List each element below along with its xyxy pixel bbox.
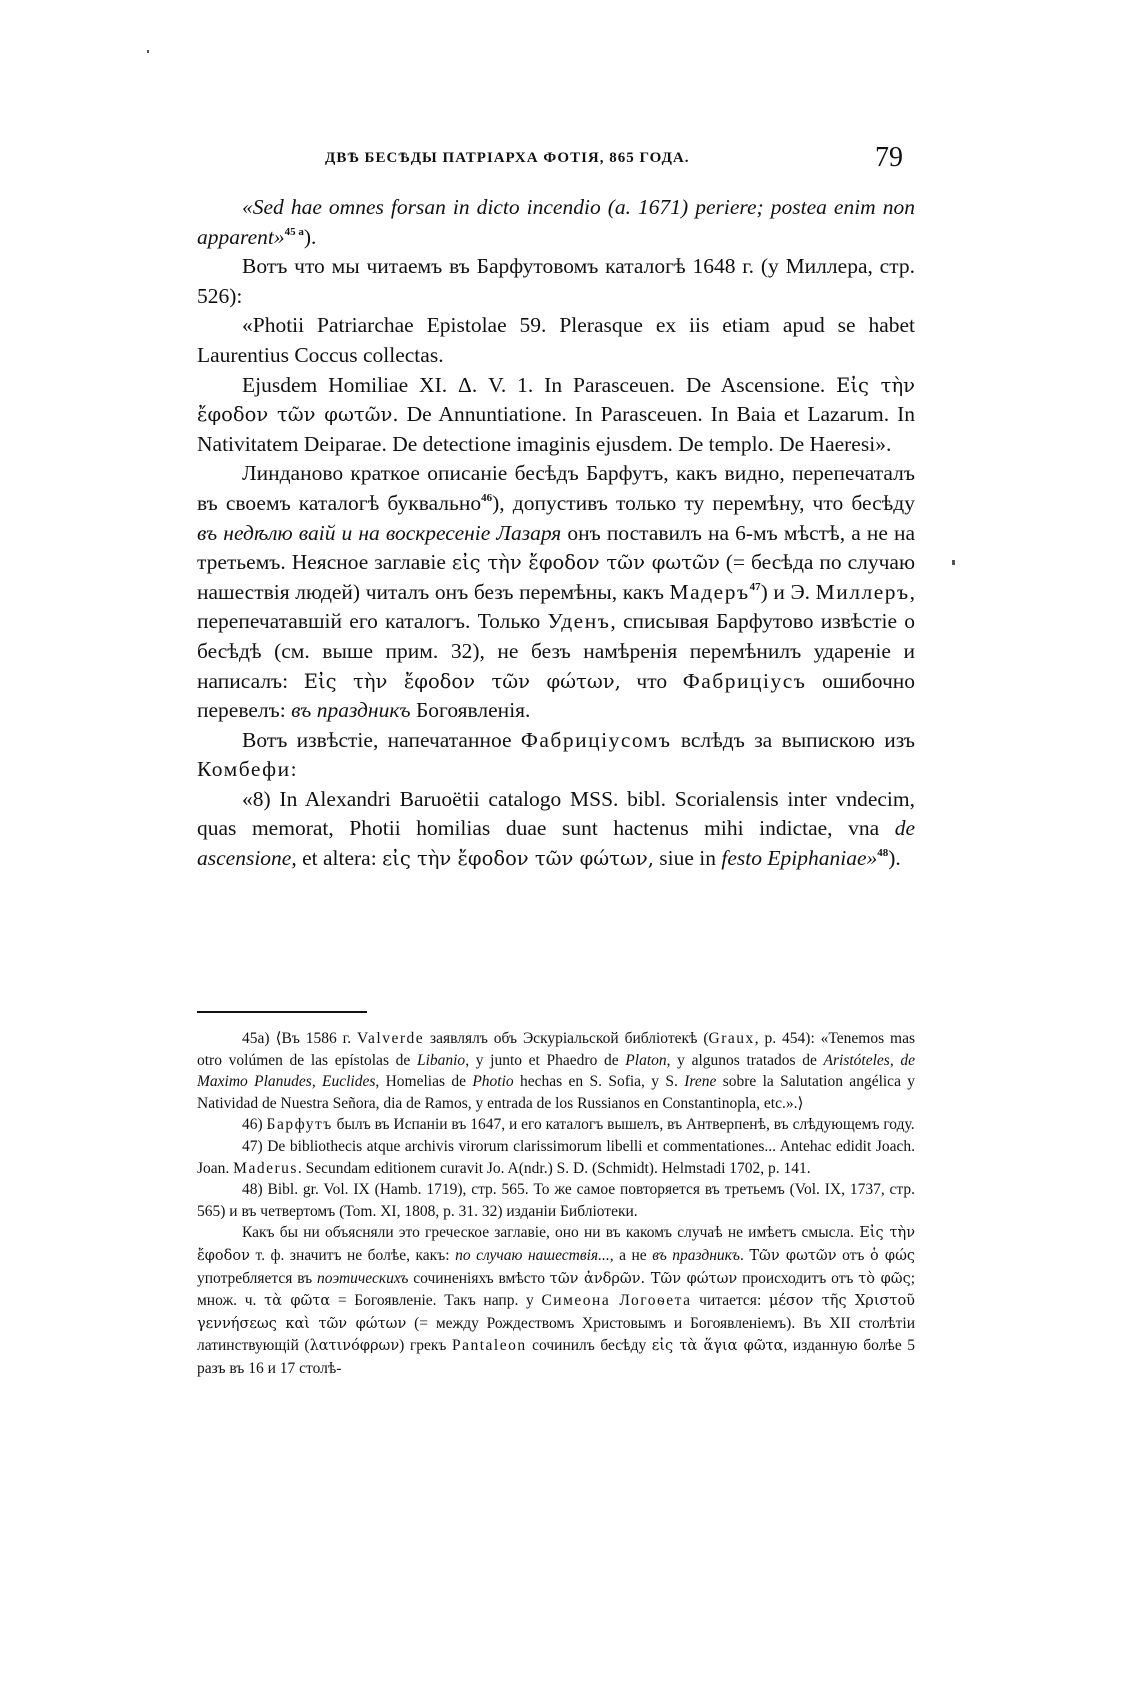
paragraph-homiliae: Ejusdem Homiliae XI. Δ. V. 1. In Parasceuen. De Ascensione. Εἰς τὴν ἔφοδον τῶν φωτῶν. De Annuntiatione. In Parasceuen. In Baia et Lazarum. In Nativitatem Deiparae. De detectione imaginis ejusdem. De templo. De Haeresi». bbox=[197, 372, 916, 456]
paragraph-quote-latin: «Sed hae omnes forsan in dicto incendio (a. 1671) periere; postea enim non apparent»$^{45 a}$). bbox=[197, 195, 915, 249]
paragraph-barfut-catalog: Вотъ что мы читаемъ въ Барфутовомъ каталогѣ 1648 г. (у Миллера, стр. 526): bbox=[197, 254, 915, 308]
footnote-47: 47) De bibliothecis atque archivis virorum clarissimorum libelli et commentationes... Antehac edidit Joach. Joan. Maderus. Secundam editionem curavit Jo. A(ndr.) S. D. (Schmidt). Helmstadi 1702, p. 141. bbox=[197, 1137, 915, 1177]
paragraph-fabricius: Вотъ извѣстіе, напечатанное Фабриціусомъ вслѣдъ за выпискою изъ Комбефи: bbox=[197, 727, 915, 782]
footnote-48: 48) Bibl. gr. Vol. IX (Hamb. 1719), стр. 565. То же самое повторяется въ третьемъ (Vol. IX, 1737, стр. 565) и въ четвертомъ (Tom. XI, 1808, p. 31. 32) изданіи Библіотеки. bbox=[197, 1181, 915, 1220]
footnote-48-continuation: Какъ бы ни объясняли это греческое заглавіе, оно ни въ какомъ случаѣ не имѣетъ смысла. Εἰς τὴν ἔφοδον т. ф. значитъ не болѣе, какъ: по случаю нашествія..., а не въ праздникъ. Τῶν φωτῶν отъ ὁ φώς употребляется въ поэтическихъ сочиненіяхъ вмѣсто τῶν ἀνδρῶν. Τῶν φώτων происходитъ отъ τὸ φῶς; множ. ч. τὰ φῶτα = Богоявленіе. Такъ напр. у Симеона Логоѳета читается: μέσον τῆς Χριστοῦ γεννήσεως καὶ τῶν φώτων (= между Рождествомъ Христовымъ и Богоявленіемъ). Въ XII столѣтіи латинствующій (λατινόφρων) грекъ Pantaleon сочинилъ бесѣду εἰς τὰ ἅγια φῶτα, изданную болѣе 5 разъ въ 16 и 17 столѣ- bbox=[197, 1224, 916, 1377]
running-title: ДВѢ БЕСѢДЫ ПАТРІАРХА ФОТІЯ, 865 ГОДА. bbox=[325, 150, 690, 166]
scan-speck bbox=[147, 50, 149, 53]
footnote-46: 46) Барфутъ былъ въ Испаніи въ 1647, и его каталогъ вышелъ, въ Антверпенѣ, въ слѣдующемъ году. bbox=[242, 1116, 915, 1134]
paragraph-baruoetius: «8) In Alexandri Baruoëtii catalogo MSS. bibl. Scorialensis inter vndecim, quas memorat, Photii homilias duae sunt hactenus mihi indictae, vna de ascensione, et altera: εἰς τὴν ἔφοδον τῶν φώτων, siue in festo Epiphaniae»$^{48}$). bbox=[197, 786, 915, 871]
page-number: 79 bbox=[875, 142, 903, 173]
footnotes bbox=[197, 1028, 915, 1380]
footnote-rule bbox=[197, 1011, 367, 1013]
paragraph-lindan: Линданово краткое описаніе бесѣдъ Барфутъ, какъ видно, перепечаталъ въ своемъ каталогѣ буквально$^{46}$), допустивъ только ту перемѣну, что бесѣду въ недѣлю ваій и на воскресеніе Лазаря онъ поставилъ на 6-мъ мѣстѣ, а не на третьемъ. Неясное заглавіе εἰς τὴν ἔφοδον τῶν φωτῶν (= бесѣда по случаю нашествія людей) читалъ онъ безъ перемѣны, какъ Мадеръ$^{47}$) и Э. Миллеръ, перепечатавшій его каталогъ. Только Уденъ, списывая Барфутово извѣстіе о бесѣдѣ (см. выше прим. 32), не безъ намѣренія перемѣнилъ удареніе и написалъ: Εἰς τὴν ἔφοδον τῶν φώτων, что Фабриціусъ ошибочно перевелъ: въ праздникъ Богоявленія. bbox=[197, 461, 916, 723]
footnote-45a: 45a) ⟨Въ 1586 г. Valverde заявлялъ объ Эскуріальской библіотекѣ (Graux, p. 454): «Tenemos mas otro volúmen de las epístolas de Libanio, y junto et Phaedro de Platon, y algunos tratados de Aristóteles, de Maximo Planudes, Euclides, Homelias de Photio hechas en S. Sofia, y S. Irene sobre la Salutation angélica y Natividad de Nuestra Señora, dia de Ramos, y entrada de los Russianos en Constantinopla, etc.».⟩ bbox=[197, 1030, 916, 1112]
scan-speck bbox=[952, 560, 955, 565]
main-text bbox=[197, 193, 915, 874]
running-head bbox=[195, 142, 915, 180]
paragraph-photii-epistolae: «Photii Patriarchae Epistolae 59. Plerasque ex iis etiam apud se habet Laurentius Coccus collectas. bbox=[197, 313, 915, 367]
